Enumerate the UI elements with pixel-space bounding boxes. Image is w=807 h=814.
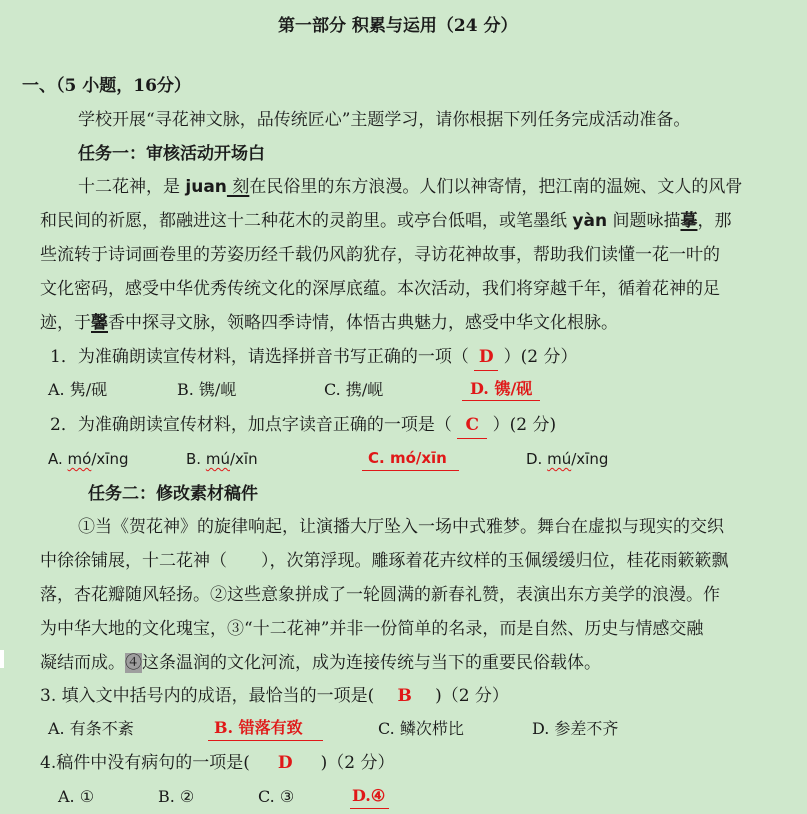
q2-answer: C xyxy=(457,413,487,439)
task2-title: 任务二：修改素材稿件 xyxy=(88,484,258,504)
task2-paragraph-line-4: 为中华大地的文化瑰宝，③“十二花神”并非一份简单的名录，而是自然、历史与情感交融 xyxy=(40,619,704,639)
q4-option-d: D.④ xyxy=(350,785,389,809)
pinyin-yan: yàn xyxy=(572,211,608,231)
intro-text: 学校开展“寻花神文脉，品传统匠心”主题学习，请你根据下列任务完成活动准备。 xyxy=(78,110,691,130)
task2-paragraph-line-5: 凝结而成。④这条温润的文化河流，成为连接传统与当下的重要民俗载体。 xyxy=(40,653,601,673)
q2-option-b: B. mú/xīn xyxy=(186,450,258,468)
q1-answer: D xyxy=(474,345,498,371)
q3-option-d: D. 参差不齐 xyxy=(532,719,619,738)
q4-option-c: C. ③ xyxy=(258,787,295,806)
task1-paragraph-line-5: 迹，于馨香中探寻文脉，领略四季诗情，体悟古典魅力，感受中华文化根脉。 xyxy=(40,313,618,333)
q4-answer: D xyxy=(277,753,293,773)
page-title: 第一部分 积累与运用（24 分） xyxy=(278,16,518,36)
q1-option-a: A. 隽/砚 xyxy=(48,380,108,399)
q1-option-d: D. 镌/砚 xyxy=(462,378,540,401)
q1-option-c: C. 携/岘 xyxy=(324,380,384,399)
q2-option-a: A. mó/xīng xyxy=(48,450,129,468)
q4-option-b: B. ② xyxy=(158,787,195,806)
task2-paragraph-line-1: ①当《贺花神》的旋律响起，让演播大厅坠入一场中式雅梦。舞台在虚拟与现实的交织 xyxy=(78,517,724,537)
section-title: 一、（5 小题，16分） xyxy=(22,76,191,96)
highlighted-marker-4: ④ xyxy=(125,653,142,673)
task1-title: 任务一：审核活动开场白 xyxy=(78,144,265,164)
dotted-char-mo: 摹 xyxy=(680,211,698,231)
edge-marker xyxy=(0,650,4,668)
task2-paragraph-line-3: 落，杏花瓣随风轻扬。②这些意象拼成了一轮圆满的新春礼赞，表演出东方美学的浪漫。作 xyxy=(40,585,720,605)
q2-option-c: C. mó/xīn xyxy=(362,447,459,471)
question-3: 3. 填入文中括号内的成语，最恰当的一项是( B )（2 分） xyxy=(40,686,509,706)
task1-paragraph-line-1: 十二花神，是 juan 刻在民俗里的东方浪漫。人们以神寄情，把江南的温婉、文人的风骨 xyxy=(78,177,743,197)
question-2: 2．为准确朗读宣传材料，加点字读音正确的一项是（ C ）(2 分) xyxy=(50,413,556,439)
q3-option-a: A. 有条不紊 xyxy=(48,719,134,738)
q3-option-c: C. 鳞次栉比 xyxy=(378,719,464,738)
dotted-char-xin: 馨 xyxy=(91,313,108,333)
question-1: 1．为准确朗读宣传材料，请选择拼音书写正确的一项（ D ）(2 分） xyxy=(50,345,578,371)
task2-paragraph-line-2: 中徐徐铺展，十二花神（ ），次第浮现。雕琢着花卉纹样的玉佩缓缓归位，桂花雨簌簌飘 xyxy=(40,551,729,571)
task1-paragraph-line-2: 和民间的祈愿，都融进这十二种花木的灵韵里。或亭台低唱，或笔墨纸 yàn 间题咏描摹，那 xyxy=(40,211,732,231)
task1-paragraph-line-4: 文化密码，感受中华优秀传统文化的深厚底蕴。本次活动，我们将穿越千年，循着花神的足 xyxy=(40,279,720,299)
blank-char-ke: 刻 xyxy=(226,177,250,197)
question-4: 4.稿件中没有病句的一项是( D )（2 分） xyxy=(40,753,395,773)
pinyin-juan: juan xyxy=(185,177,227,197)
task1-paragraph-line-3: 些流转于诗词画卷里的芳姿历经千载仍风韵犹存，寻访花神故事，帮助我们读懂一花一叶的 xyxy=(40,245,720,265)
q3-answer: B xyxy=(397,686,412,706)
q2-option-d: D. mú/xīng xyxy=(526,450,609,468)
q1-option-b: B. 镌/岘 xyxy=(177,380,237,399)
q4-option-a: A. ① xyxy=(58,787,95,806)
q3-option-b: B. 错落有致 xyxy=(208,717,323,741)
